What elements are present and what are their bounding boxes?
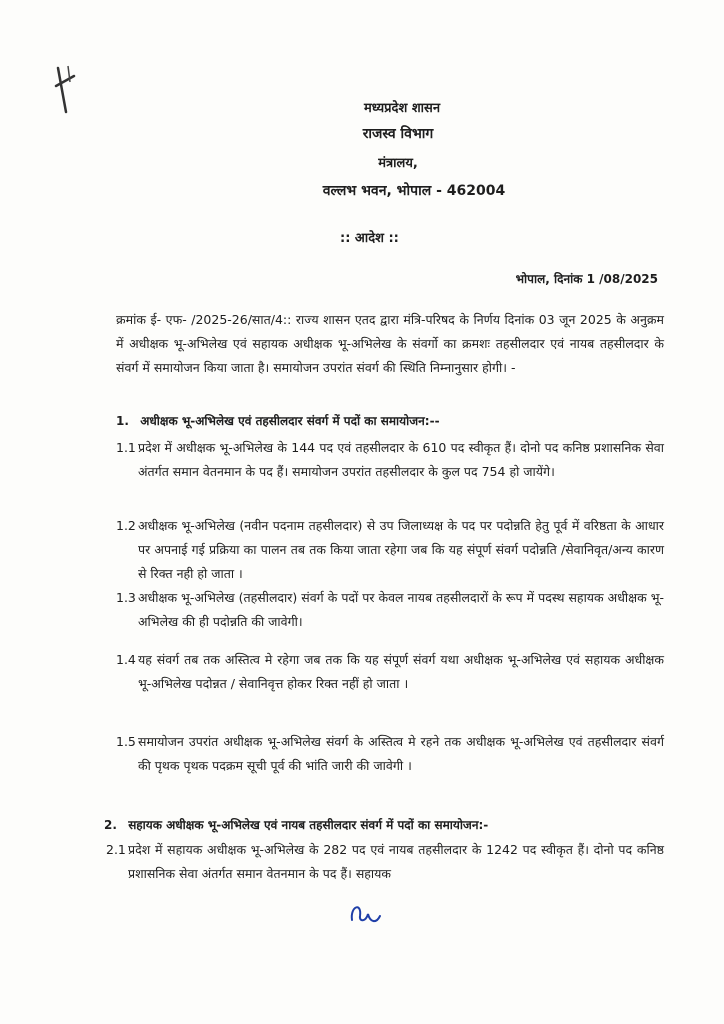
section-1-number: 1. <box>116 414 129 428</box>
section-2-heading <box>104 816 664 833</box>
item-number: 1.4 <box>116 652 136 667</box>
item-number: 2.1 <box>106 842 126 857</box>
item-text: अधीक्षक भू-अभिलेख (नवीन पदनाम तहसीलदार) से उप जिलाध्यक्ष के पद पर पदोन्नति हेतु पूर्व में वरिष्ठता के आधार पर अपनाई गई प्रक्रिया का पालन तब तक किया जाता रहेगा जब कि यह संपूर्ण संवर्ग पदोन्नति /सेवानिवृत/अन्य कारण से रिक्त नही हो जाता । <box>138 518 664 581</box>
item-text: प्रदेश में अधीक्षक भू-अभिलेख के 144 पद एवं तहसीलदार के 610 पद स्वीकृत हैं। दोनो पद कनिष्ठ प्रशासनिक सेवा अंतर्गत समान वेतनमान के पद हैं। समायोजन उपरांत तहसीलदार के कुल पद 754 हो जायेंगे। <box>138 440 664 479</box>
item-number: 1.2 <box>116 518 136 533</box>
list-item <box>116 436 664 484</box>
item-text: यह संवर्ग तब तक अस्तित्व मे रहेगा जब तक कि यह संपूर्ण संवर्ग यथा अधीक्षक भू-अभिलेख एवं सहायक अधीक्षक भू-अभिलेख पदोन्नत / सेवानिवृत्त होकर रिक्त नहीं हो जाता । <box>138 652 664 691</box>
list-item <box>116 514 664 586</box>
date-line: भोपाल, दिनांक 1 /08/2025 <box>515 272 658 286</box>
list-item <box>116 648 664 696</box>
section-1-heading-text: अधीक्षक भू-अभिलेख एवं तहसीलदार संवर्ग में पदों का समायोजन:-- <box>140 414 440 428</box>
header-ministry: मंत्रालय, <box>378 156 418 171</box>
item-text: समायोजन उपरांत अधीक्षक भू-अभिलेख संवर्ग के अस्तित्व मे रहने तक अधीक्षक भू-अभिलेख एवं तहसीलदार संवर्ग की पृथक पृथक पदक्रम सूची पूर्व की भांति जारी की जावेगी । <box>138 734 664 773</box>
item-text: अधीक्षक भू-अभिलेख (तहसीलदार) संवर्ग के पदों पर केवल नायब तहसीलदारों के रूप में पदस्थ सहायक अधीक्षक भू-अभिलेख की ही पदोन्नति की जावेगी। <box>138 590 664 629</box>
header-department: राजस्व विभाग <box>362 126 434 142</box>
list-item <box>116 586 664 634</box>
list-item <box>106 838 664 886</box>
intro-paragraph: क्रमांक ई- एफ- /2025-26/सात/4:: राज्य शासन एतद द्वारा मंत्रि-परिषद के निर्णय दिनांक 03 जून 2025 के अनुक्रम में अधीक्षक भू-अभिलेख एवं सहायक अधीक्षक भू-अभिलेख के संवर्गो का क्रमशः तहसीलदार एवं नायब तहसीलदार के संवर्ग में समायोजन किया जाता है। समायोजन उपरांत संवर्ग की स्थिति निम्नानुसार होगी। - <box>116 312 664 375</box>
item-text: प्रदेश में सहायक अधीक्षक भू-अभिलेख के 282 पद एवं नायब तहसीलदार के 1242 पद स्वीकृत हैं। दोनो पद कनिष्ठ प्रशासनिक सेवा अंतर्गत समान वेतनमान के पद हैं। सहायक <box>128 842 664 881</box>
header-government: मध्यप्रदेश शासन <box>363 101 441 116</box>
section-2-heading-text: सहायक अधीक्षक भू-अभिलेख एवं नायब तहसीलदार संवर्ग में पदों का समायोजन:- <box>128 818 489 832</box>
list-item <box>116 730 664 778</box>
section-1-heading <box>116 412 676 429</box>
section-2-number: 2. <box>104 818 117 832</box>
order-title: :: आदेश :: <box>340 231 399 246</box>
signature-icon <box>346 898 386 928</box>
item-number: 1.5 <box>116 734 136 749</box>
item-number: 1.3 <box>116 590 136 605</box>
header-address: वल्लभ भवन, भोपाल - 462004 <box>322 183 506 199</box>
item-number: 1.1 <box>116 440 136 455</box>
